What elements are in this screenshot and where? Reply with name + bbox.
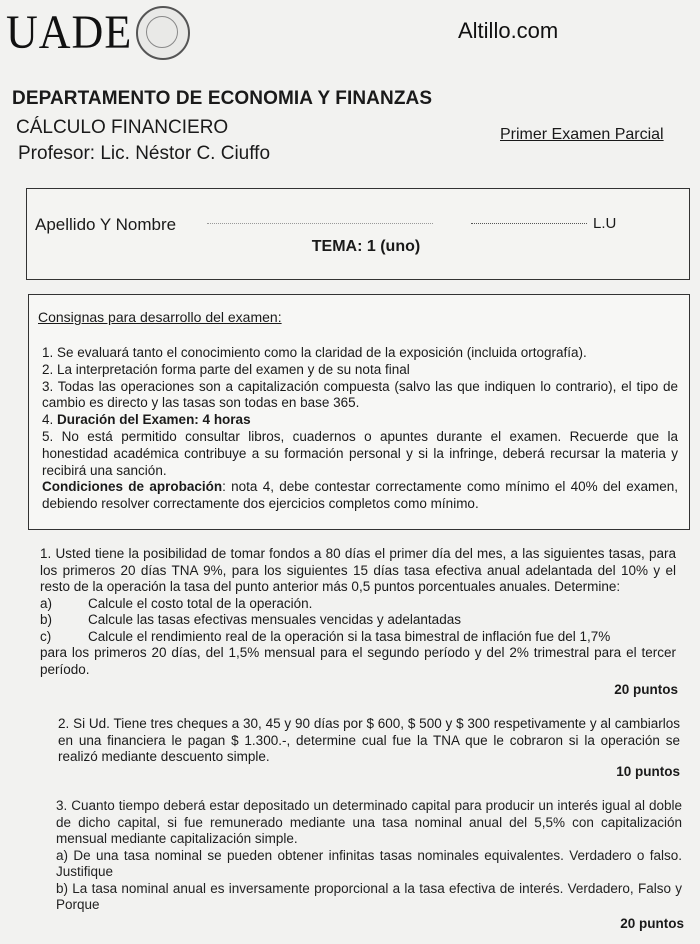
rule-item bbox=[42, 412, 678, 429]
uade-logo bbox=[6, 6, 190, 60]
item-label: b) bbox=[40, 612, 53, 627]
name-dotted-line-2 bbox=[471, 223, 587, 224]
rule-item: 2. La interpretación forma parte del examen y de su nota final bbox=[42, 361, 410, 377]
question-3-text: 3. Cuanto tiempo deberá estar depositado un determinado capital para producir un interés igual al doble de dicho capital, si fue remunerado mediante una tasa nominal anual del 5,5% con capitalización mensual mediante capitalización simple. bbox=[56, 798, 682, 846]
professor-name: Profesor: Lic. Néstor C. Ciuffo bbox=[18, 143, 271, 164]
question-1-item-b bbox=[40, 612, 676, 629]
question-1 bbox=[40, 546, 676, 678]
rules-list bbox=[42, 345, 678, 513]
question-2-text: 2. Si Ud. Tiene tres cheques a 30, 45 y 90 días por $ 600, $ 500 y $ 300 respetivamente y al cambiarlos en una financiera le pagan $ 1.300.-, determine cual fue la TNA que le cobraron si la operación se realizó mediante descuento simple. bbox=[58, 716, 680, 764]
question-3-item-b: b) La tasa nominal anual es inversamente proporcional a la tasa efectiva de interés. Verdadero, Falso y Porque bbox=[56, 880, 682, 912]
rule-item: 5. No está permitido consultar libros, cuadernos o apuntes durante el examen. Recuerde que la honestidad académica contribuye a su formación personal y si la infringe, deberá recursar la materia y recibirá una sanción. bbox=[42, 428, 678, 478]
seal-icon bbox=[136, 6, 190, 60]
item-label: c) bbox=[40, 628, 52, 644]
name-dotted-line bbox=[207, 223, 433, 224]
rule-item: 3. Todas las operaciones son a capitalización compuesta (salvo las que indiquen lo contrario), el tipo de cambio es directo y las tasas son todas en base 365. bbox=[42, 378, 678, 411]
exam-duration: Duración del Examen: 4 horas bbox=[57, 412, 251, 428]
question-3 bbox=[56, 798, 682, 914]
question-1-item-c bbox=[40, 629, 676, 646]
item-label: a) bbox=[40, 595, 53, 611]
student-info-box bbox=[26, 188, 690, 280]
exam-type: Primer Examen Parcial bbox=[500, 126, 664, 143]
lu-label: L.U bbox=[593, 215, 617, 232]
approval-conditions bbox=[42, 479, 678, 513]
watermark: Altillo.com bbox=[458, 18, 559, 43]
rule-item-number: 4. bbox=[42, 412, 58, 428]
rules-box bbox=[28, 294, 690, 530]
department-title: DEPARTAMENTO DE ECONOMIA Y FINANZAS bbox=[12, 88, 433, 109]
item-text: Calcule el rendimiento real de la operación si la tasa bimestral de inflación fue del 1,7% bbox=[88, 628, 611, 644]
question-2 bbox=[58, 716, 680, 766]
question-3-item-a: a) De una tasa nominal se pueden obtener infinitas tasas nominales equivalentes. Verdadero o falso. Justifique bbox=[56, 847, 682, 879]
question-1-item-a bbox=[40, 596, 676, 613]
question-3-points: 20 puntos bbox=[620, 916, 684, 931]
approval-text: : nota 4, debe contestar correctamente como mínimo el 40% del examen, debiendo resolver correctamente dos ejercicios completos como mínimo. bbox=[42, 479, 678, 512]
name-label: Apellido Y Nombre bbox=[35, 215, 177, 234]
question-1-intro: 1. Usted tiene la posibilidad de tomar fondos a 80 días el primer día del mes, a las siguientes tasas, para los primeros 20 días TNA 9%, para los siguientes 15 días tasa efectiva anual adelantada del 10% y el resto de la operación la tasa del punto anterior más 0,5 puntos porcentuales anuales. Determine: bbox=[40, 546, 676, 594]
rule-item: 1. Se evaluará tanto el conocimiento como la claridad de la exposición (incluida ortografía). bbox=[42, 345, 587, 360]
question-1-points: 20 puntos bbox=[614, 682, 678, 697]
rules-title: Consignas para desarrollo del examen: bbox=[38, 309, 282, 325]
logo-text: UADE bbox=[6, 5, 133, 59]
subject-title: CÁLCULO FINANCIERO bbox=[16, 117, 229, 138]
question-1-item-c-continuation: para los primeros 20 días, del 1,5% mensual para el segundo período y del 2% trimestral para el tercer período. bbox=[40, 645, 676, 677]
item-text: Calcule el costo total de la operación. bbox=[88, 595, 313, 611]
tema-label: TEMA: 1 (uno) bbox=[311, 238, 421, 255]
approval-label: Condiciones de aprobación bbox=[42, 479, 223, 495]
item-text: Calcule las tasas efectivas mensuales vencidas y adelantadas bbox=[88, 612, 461, 627]
question-2-points: 10 puntos bbox=[616, 764, 680, 779]
